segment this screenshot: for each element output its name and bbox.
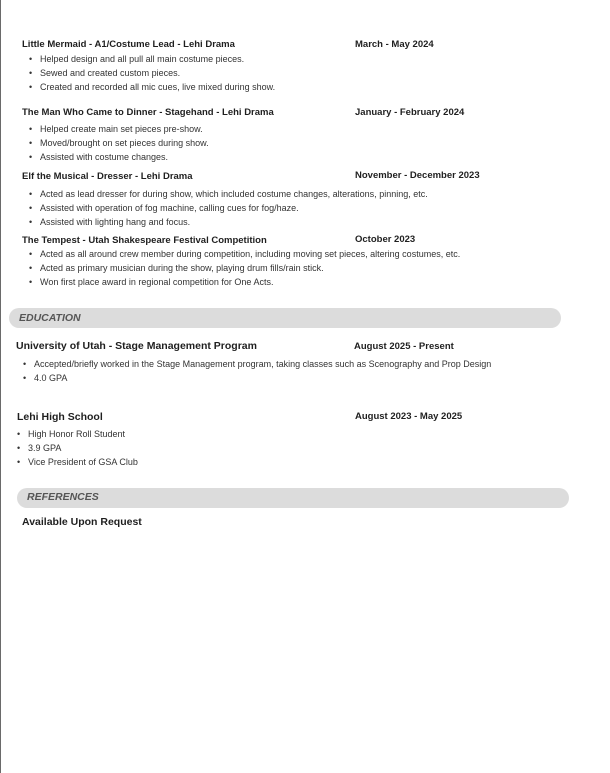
list-item: • Won first place award in regional competition for One Acts. bbox=[22, 275, 607, 289]
job-title: The Man Who Came to Dinner - Stagehand - Lehi Drama bbox=[22, 107, 274, 118]
school-name: University of Utah - Stage Management Program bbox=[16, 340, 257, 352]
education-section-bar bbox=[9, 308, 561, 328]
job-bullets bbox=[22, 122, 582, 165]
school-bullets bbox=[16, 427, 416, 470]
list-item: • Helped create main set pieces pre-show. bbox=[22, 122, 582, 136]
job-date: November - December 2023 bbox=[355, 170, 480, 181]
school-date: August 2025 - Present bbox=[354, 341, 454, 352]
job-date: October 2023 bbox=[355, 234, 416, 245]
job-date: March - May 2024 bbox=[355, 39, 434, 50]
list-item: • 4.0 GPA bbox=[16, 371, 536, 385]
job-date: January - February 2024 bbox=[355, 107, 465, 118]
job-bullets bbox=[22, 187, 602, 230]
list-item: • Acted as lead dresser for during show, which included costume changes, alterations, pinning, etc. bbox=[22, 187, 602, 201]
education-heading: EDUCATION bbox=[19, 312, 81, 324]
list-item: • Sewed and created custom pieces. bbox=[22, 66, 582, 80]
job-title: Little Mermaid - A1/Costume Lead - Lehi Drama bbox=[22, 39, 235, 50]
list-item: • Assisted with costume changes. bbox=[22, 150, 582, 164]
job-bullets bbox=[22, 52, 582, 95]
school-name: Lehi High School bbox=[17, 411, 103, 423]
references-section-bar bbox=[17, 488, 569, 508]
list-item: • Assisted with operation of fog machine, calling cues for fog/haze. bbox=[22, 201, 602, 215]
list-item: • Created and recorded all mic cues, live mixed during show. bbox=[22, 80, 582, 94]
school-bullets bbox=[16, 357, 536, 385]
list-item: • Accepted/briefly worked in the Stage Management program, taking classes such as Scenography and Prop Design bbox=[16, 357, 536, 371]
list-item: • High Honor Roll Student bbox=[16, 427, 416, 441]
job-title: The Tempest - Utah Shakespeare Festival Competition bbox=[22, 235, 267, 246]
references-text: Available Upon Request bbox=[22, 516, 142, 528]
list-item: • Acted as all around crew member during competition, including moving set pieces, altering costumes, etc. bbox=[22, 247, 607, 261]
job-bullets bbox=[22, 247, 607, 290]
page-left-edge bbox=[0, 0, 1, 773]
job-title: Elf the Musical - Dresser - Lehi Drama bbox=[22, 171, 193, 182]
list-item: • Acted as primary musician during the show, playing drum fills/rain stick. bbox=[22, 261, 607, 275]
list-item: • Vice President of GSA Club bbox=[16, 455, 416, 469]
references-heading: REFERENCES bbox=[27, 491, 99, 503]
school-date: August 2023 - May 2025 bbox=[355, 411, 463, 422]
list-item: • Moved/brought on set pieces during show. bbox=[22, 136, 582, 150]
list-item: • Assisted with lighting hang and focus. bbox=[22, 215, 602, 229]
list-item: • Helped design and all pull all main costume pieces. bbox=[22, 52, 582, 66]
list-item: • 3.9 GPA bbox=[16, 441, 416, 455]
